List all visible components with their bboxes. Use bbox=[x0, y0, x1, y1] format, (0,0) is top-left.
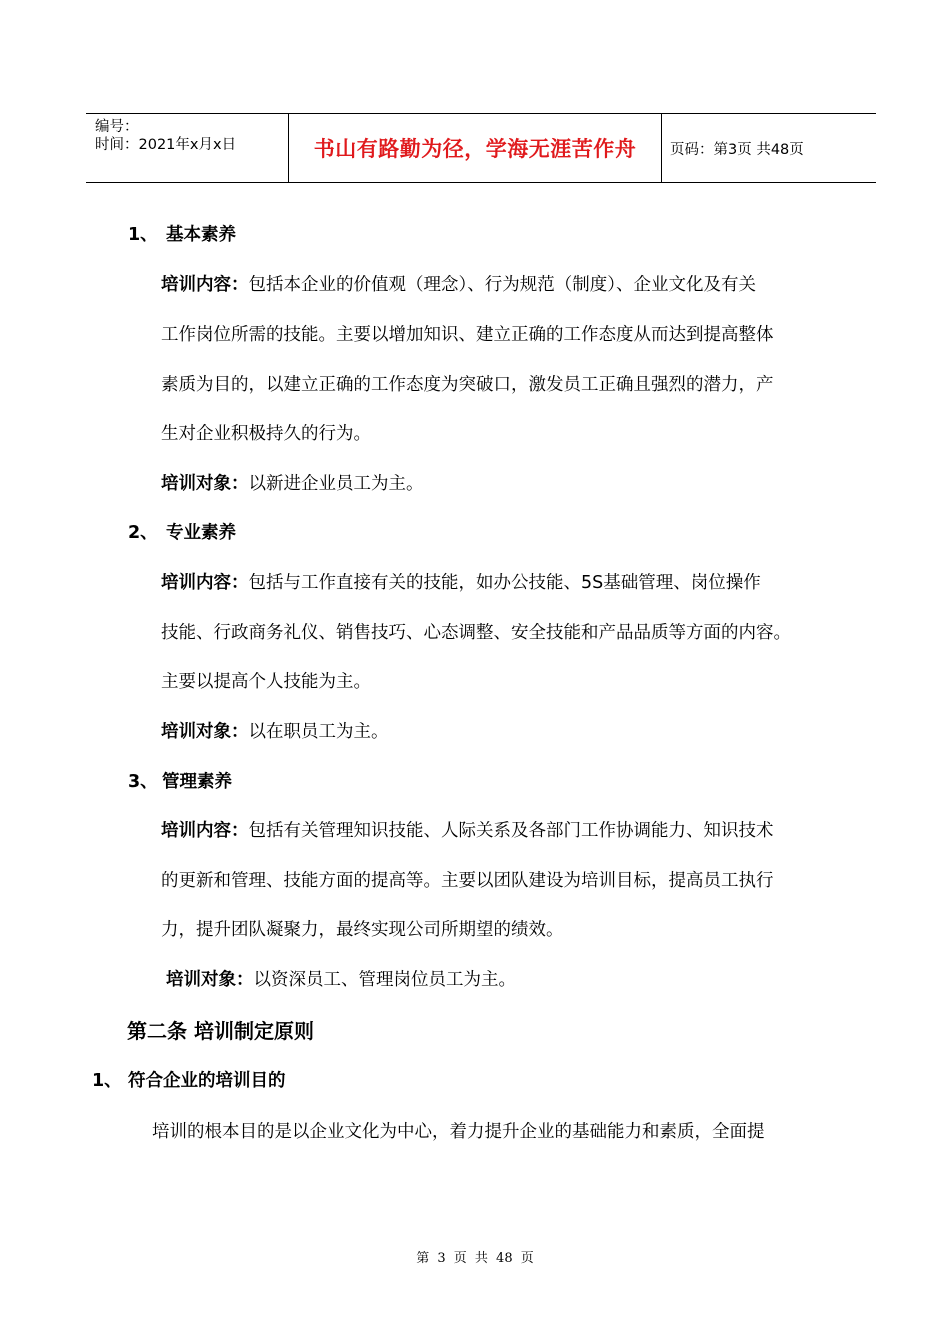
date-label: 时间：2021年x月x日 bbox=[95, 137, 237, 153]
target-text: 以在职员工为主。 bbox=[248, 722, 389, 742]
section-title: 管理素养 bbox=[162, 772, 232, 792]
content-line: 力，提升团队凝聚力，最终实现公司所期望的绩效。 bbox=[161, 920, 564, 940]
target-label: 培训对象： bbox=[161, 722, 249, 742]
content-text: 包括与工作直接有关的技能，如办公技能、5S基础管理、岗位操作 bbox=[248, 573, 761, 593]
section-heading bbox=[128, 521, 236, 545]
target-text: 以新进企业员工为主。 bbox=[248, 474, 424, 494]
subsection-title: 符合企业的培训目的 bbox=[128, 1071, 286, 1091]
article-title: 第二条 培训制定原则 bbox=[127, 1019, 314, 1043]
content-line: 技能、行政商务礼仪、销售技巧、心态调整、安全技能和产品品质等方面的内容。 bbox=[161, 623, 791, 643]
content-line: 生对企业积极持久的行为。 bbox=[161, 424, 371, 444]
header-meta-cell bbox=[86, 114, 288, 182]
header-page-cell bbox=[662, 114, 876, 182]
target-text: 以资深员工、管理岗位员工为主。 bbox=[253, 970, 516, 990]
section-number: 2、 bbox=[128, 523, 158, 543]
target-line bbox=[161, 720, 389, 744]
document-header bbox=[86, 113, 876, 183]
content-label: 培训内容： bbox=[161, 821, 249, 841]
subsection-heading bbox=[92, 1069, 286, 1093]
content-line: 工作岗位所需的技能。主要以增加知识、建立正确的工作态度从而达到提高整体 bbox=[161, 325, 774, 345]
section-title: 专业素养 bbox=[166, 523, 236, 543]
content-line: 的更新和管理、技能方面的提高等。主要以团队建设为培训目标，提高员工执行 bbox=[161, 871, 774, 891]
content-line bbox=[161, 273, 756, 297]
target-line bbox=[161, 472, 424, 496]
target-label: 培训对象： bbox=[161, 474, 249, 494]
page-code: 页码：第3页 共48页 bbox=[670, 141, 804, 158]
section-number: 1、 bbox=[128, 225, 158, 245]
paragraph-line: 培训的根本目的是以企业文化为中心，着力提升企业的基础能力和素质，全面提 bbox=[152, 1122, 765, 1142]
content-line: 素质为目的，以建立正确的工作态度为突破口，激发员工正确且强烈的潜力，产 bbox=[161, 375, 774, 395]
content-line bbox=[161, 571, 761, 595]
section-heading bbox=[128, 223, 236, 247]
page-footer: 第 3 页 共 48 页 bbox=[416, 1251, 534, 1266]
section-title: 基本素养 bbox=[166, 225, 236, 245]
content-line bbox=[161, 819, 774, 843]
motto: 书山有路勤为径，学海无涯苦作舟 bbox=[313, 136, 637, 161]
content-line: 主要以提高个人技能为主。 bbox=[161, 672, 371, 692]
section-number: 3、 bbox=[128, 772, 158, 792]
content-label: 培训内容： bbox=[161, 573, 249, 593]
header-motto-cell bbox=[288, 114, 662, 182]
serial-label: 编号： bbox=[95, 119, 139, 135]
content-label: 培训内容： bbox=[161, 275, 249, 295]
content-text: 包括有关管理知识技能、人际关系及各部门工作协调能力、知识技术 bbox=[248, 821, 774, 841]
section-heading bbox=[128, 770, 232, 794]
target-label: 培训对象： bbox=[166, 970, 254, 990]
content-text: 包括本企业的价值观（理念）、行为规范（制度）、企业文化及有关 bbox=[248, 275, 756, 295]
subsection-number: 1、 bbox=[92, 1071, 122, 1091]
target-line bbox=[166, 968, 516, 992]
